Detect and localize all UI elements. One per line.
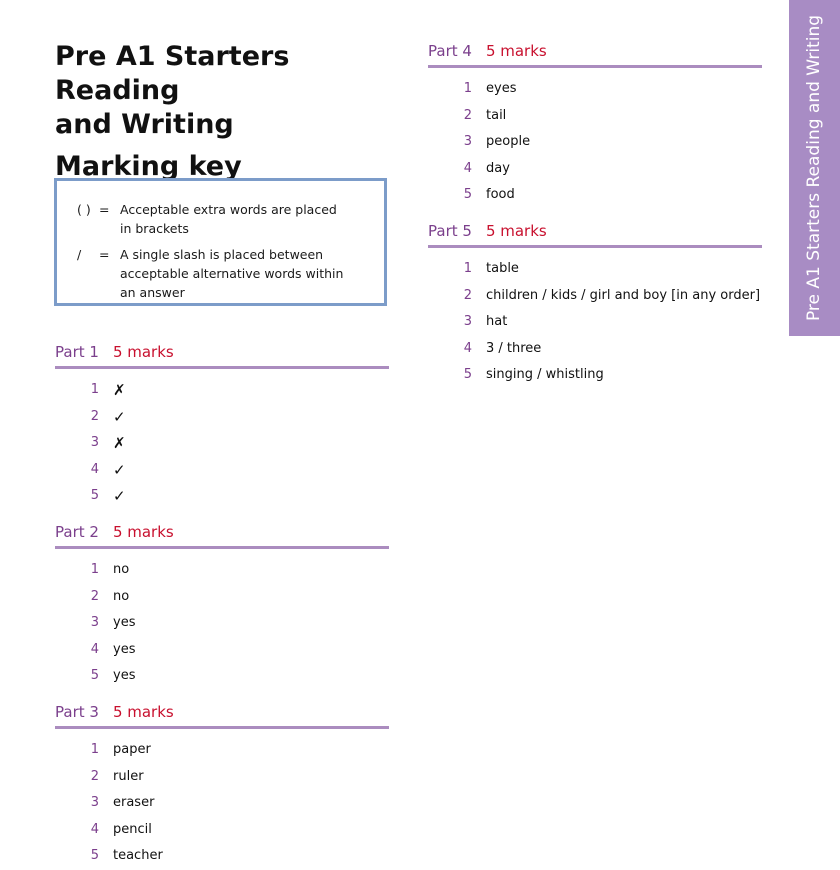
answer-item [428,76,762,103]
answer-item [55,764,389,791]
answer-list [55,557,389,690]
answer-item [428,336,762,363]
tick-icon: ✓ [113,460,126,479]
part-heading [428,39,762,68]
legend-symbol: / [77,247,82,262]
answer-text: yes [113,615,136,631]
answer-number: 1 [463,261,472,276]
answer-item [55,817,389,844]
answer-text: teacher [113,848,163,864]
answer-number: 1 [90,562,99,577]
answer-text: tail [486,107,507,123]
answer-number: 2 [90,768,99,784]
page-title [55,40,395,184]
answer-text: table [486,261,519,276]
answer-text: yes [113,668,136,684]
answer-number: 4 [463,160,472,176]
answer-item [428,129,762,156]
answer-number: 2 [463,287,472,303]
cross-icon: ✗ [113,381,126,399]
part-1-section [55,340,389,510]
tick-icon: ✓ [113,487,126,506]
answer-text: paper [113,742,151,757]
answer-item [428,103,762,130]
answer-number: 2 [463,107,472,123]
cross-icon: ✗ [113,434,126,453]
answer-number: 3 [463,134,472,150]
sidebar-tab [789,0,840,336]
answer-text: ruler [113,768,144,784]
answer-number: 2 [90,408,99,424]
part-5-section [428,219,762,389]
answer-text: children / kids / girl and boy [in any order] [486,287,761,303]
answer-item [55,483,389,510]
answer-text: no [113,588,130,604]
answer-number: 3 [90,615,99,631]
answer-text: food [486,187,515,203]
part-heading [428,219,762,248]
answer-number: 4 [90,641,99,657]
answer-item [55,790,389,817]
answer-item [428,156,762,183]
sidebar-tab-label: Pre A1 Starters Reading and Writing [804,14,824,322]
legend-box [54,178,387,306]
answer-item [55,637,389,664]
answer-text: 3 / three [486,340,542,356]
answer-text: eyes [486,81,517,96]
answer-item [428,362,762,389]
part-3-section [55,700,389,870]
answer-number: 5 [90,668,99,684]
part-marks: 5 marks [112,523,174,541]
answer-item [55,430,389,457]
answer-text: people [486,134,531,150]
answer-item [55,457,389,484]
answer-item [428,309,762,336]
answer-number: 5 [463,367,472,383]
title-line-3: Marking key [55,151,242,182]
part-heading [55,700,389,729]
answer-number: 4 [90,461,99,477]
answer-number: 3 [90,795,99,811]
answer-number: 5 [90,488,99,504]
answer-text: day [486,160,510,176]
answer-number: 4 [90,821,99,837]
part-marks: 5 marks [485,222,547,240]
answer-list [428,256,762,389]
answer-item [55,610,389,637]
tick-icon: ✓ [113,407,126,426]
title-line-1: Pre A1 Starters Reading [55,41,290,106]
answer-number: 4 [463,340,472,356]
answer-text: no [113,562,130,577]
legend-symbol: ( ) [77,202,91,217]
answer-item [55,557,389,584]
answer-item [55,843,389,870]
part-marks: 5 marks [112,703,174,721]
title-line-2: and Writing [55,109,234,140]
answer-item [428,283,762,310]
answer-item [428,182,762,209]
part-label: Part 5 [428,222,472,240]
part-heading [55,520,389,549]
part-label: Part 2 [55,523,99,541]
legend-text: Acceptable extra words are placed in brackets [120,202,337,236]
answer-item [55,584,389,611]
part-marks: 5 marks [112,343,174,361]
answer-number: 3 [90,435,99,451]
part-4-section [428,39,762,209]
answer-text: singing / whistling [486,367,604,383]
part-label: Part 3 [55,703,99,721]
answer-number: 1 [463,81,472,96]
legend-text: A single slash is placed between acceptable alternative words within an answer [120,247,344,300]
answer-item [428,256,762,283]
answer-list [55,737,389,870]
legend-equals: = [99,202,110,217]
answer-number: 1 [90,382,99,397]
part-heading [55,340,389,369]
answer-number: 1 [90,742,99,757]
answer-text: pencil [113,821,152,837]
answer-item [55,737,389,764]
answer-text: eraser [113,795,155,811]
answer-item [55,377,389,404]
answer-number: 5 [463,187,472,203]
part-marks: 5 marks [485,42,547,60]
part-2-section [55,520,389,690]
answer-list [55,377,389,510]
answer-list [428,76,762,209]
part-label: Part 4 [428,42,472,60]
answer-number: 3 [463,314,472,330]
answer-number: 2 [90,588,99,604]
answer-item [55,404,389,431]
answer-item [55,663,389,690]
answer-text: hat [486,314,508,330]
legend-equals: = [99,247,110,262]
answer-number: 5 [90,848,99,864]
answer-text: yes [113,641,136,657]
part-label: Part 1 [55,343,99,361]
